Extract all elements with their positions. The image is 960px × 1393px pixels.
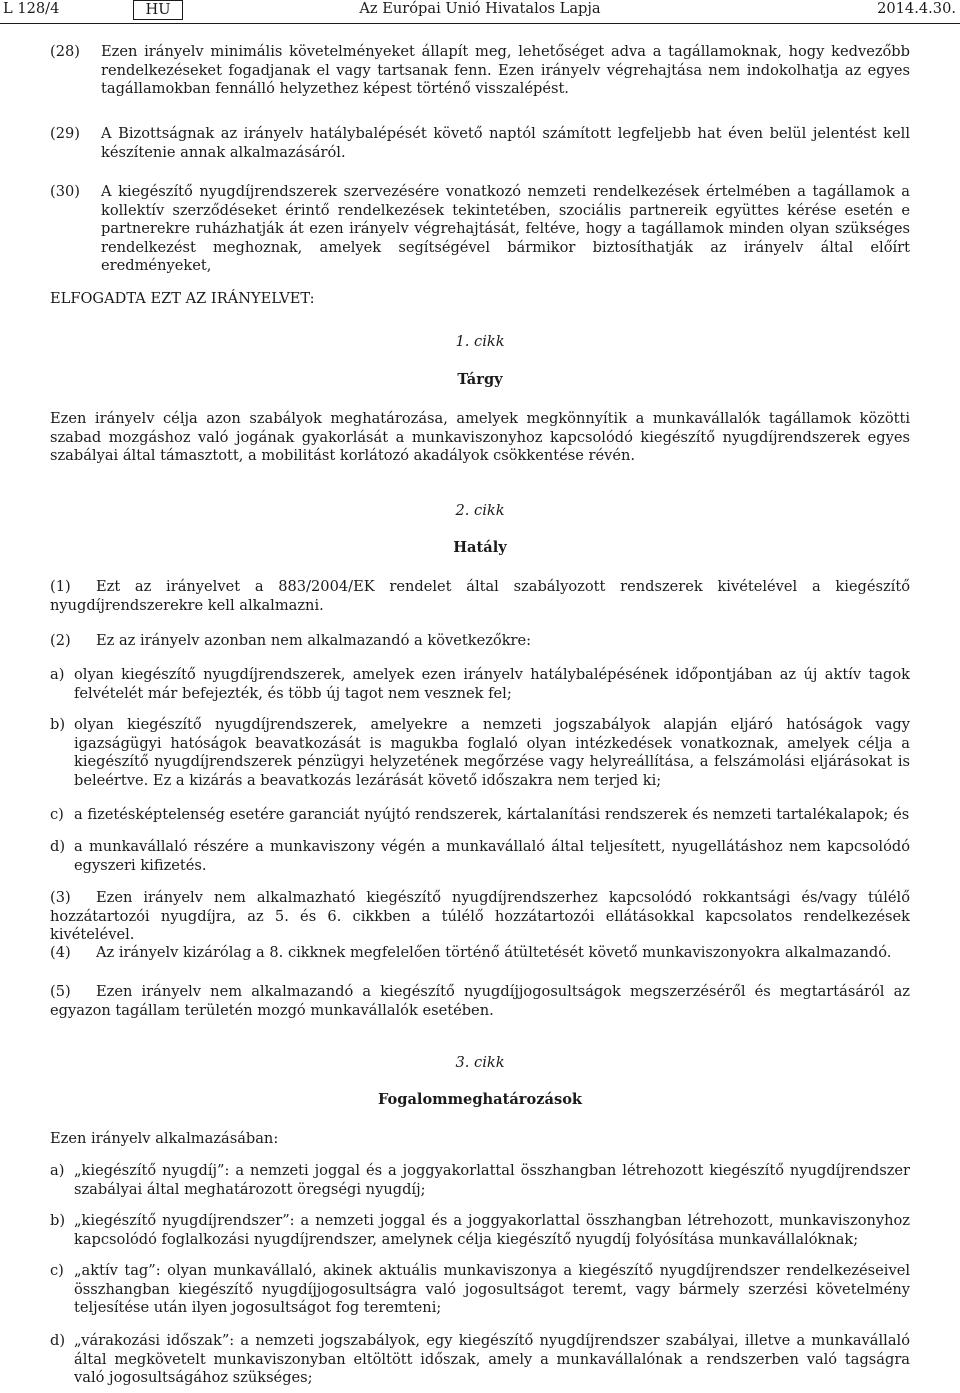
paragraph-text: Ezen irányelv nem alkalmazandó a kiegészítő nyugdíjjogosultságok megszerzéséről és megtartásáról az egyazon tagállam területén mozgó munkavállalók esetében. — [50, 983, 910, 1019]
recital-number: (28) — [50, 43, 80, 60]
definition-item-c — [50, 1262, 910, 1318]
recital-29 — [50, 125, 910, 162]
header-divider — [0, 23, 960, 24]
article-3-intro: Ezen irányelv alkalmazásában: — [50, 1130, 279, 1147]
paragraph-text: Az irányelv kizárólag a 8. cikknek megfelelően történő átültetését követő munkaviszonyokra alkalmazandó. — [96, 944, 892, 961]
page-reference: L 128/4 — [3, 0, 60, 17]
item-label: b) — [50, 1212, 66, 1229]
article-2-paragraph-2 — [50, 632, 910, 651]
recital-28 — [50, 43, 910, 99]
recital-text: Ezen irányelv minimális követelményeket állapít meg, lehetőséget adva a tagállamoknak, hogy kedvezőbb rendelkezéseket fogadjanak el vagy tartsanak fenn. Ezen irányelv végrehajtása nem indokolhatja az egyes tagállamokban fennálló helyzethez képest történő visszalépést. — [101, 43, 910, 98]
article-2-paragraph-5 — [50, 983, 910, 1020]
paragraph-number: (4) — [50, 944, 71, 961]
definition-item-b — [50, 1212, 910, 1249]
item-label: d) — [50, 1332, 66, 1349]
item-text: olyan kiegészítő nyugdíjrendszerek, amelyekre a nemzeti jogszabályok alapján eljáró hatóságok vagy igazságügyi hatóságok beavatkozását is magukba foglaló olyan intézkedések vonatkoznak, amelyek célja a kiegészítő nyugdíjrendszerek pénzügyi helyzetének megőrzése vagy helyreállítása, a felszámolási eljárásokat is beleértve. Ez a kizárás a beavatkozás lezárását követő időszakra nem terjed ki; — [74, 716, 910, 789]
adoption-statement: ELFOGADTA EZT AZ IRÁNYELVET: — [50, 290, 315, 307]
article-2-paragraph-3 — [50, 889, 910, 945]
item-text: „kiegészítő nyugdíj”: a nemzeti joggal és a joggyakorlattal összhangban létrehozott kiegészítő nyugdíjrendszer szabályai által meghatározott öregségi nyugdíj; — [74, 1162, 910, 1198]
exclusion-item-d — [50, 838, 910, 875]
item-label: c) — [50, 806, 64, 823]
recital-number: (30) — [50, 183, 80, 200]
item-text: a fizetésképtelenség esetére garanciát nyújtó rendszerek, kártalanítási rendszerek és nemzeti tartalékalapok; és — [74, 806, 910, 823]
item-label: a) — [50, 1162, 65, 1179]
item-label: a) — [50, 666, 65, 683]
item-label: b) — [50, 716, 66, 733]
item-text: a munkavállaló részére a munkaviszony végén a munkavállaló által teljesített, nyugellátáshoz nem kapcsolódó egyszeri kifizetés. — [74, 838, 910, 874]
article-2-title: Hatály — [453, 539, 507, 556]
article-3-label: 3. cikk — [455, 1054, 505, 1071]
language-badge: HU — [133, 0, 183, 20]
item-text: olyan kiegészítő nyugdíjrendszerek, amelyek ezen irányelv hatálybalépésének időpontjában az új aktív tagok felvételét már befejezték, és több új tagot nem vesznek fel; — [74, 666, 910, 702]
item-label: d) — [50, 838, 66, 855]
recital-text: A Bizottságnak az irányelv hatálybalépését követő naptól számított legfeljebb hat éven belül jelentést kell készítenie annak alkalmazásáról. — [101, 125, 910, 161]
article-3-title: Fogalommeghatározások — [377, 1091, 583, 1108]
definition-item-d — [50, 1332, 910, 1388]
article-1-text: Ezen irányelv célja azon szabályok meghatározása, amelyek megkönnyítik a munkavállalók tagállamok közötti szabad mozgáshoz való jogának gyakorlását a munkaviszonyhoz kapcsolódó kiegészítő nyugdíjrendszerek egyes szabályai által támasztott, a mobilitást korlátozó akadályok csökkentése révén. — [50, 410, 910, 465]
definition-item-a — [50, 1162, 910, 1199]
article-1-title: Tárgy — [457, 371, 503, 388]
page-header — [0, 0, 960, 22]
paragraph-text: Ezt az irányelvet a 883/2004/EK rendelet által szabályozott rendszerek kivételével a kiegészítő nyugdíjrendszerekre kell alkalmazni. — [50, 578, 910, 614]
paragraph-number: (3) — [50, 889, 71, 906]
exclusion-item-a — [50, 666, 910, 703]
item-text: „várakozási időszak”: a nemzeti jogszabályok, egy kiegészítő nyugdíjrendszer szabályai, illetve a munkavállaló által megkövetelt munkaviszonyban eltöltött időszak, amely a munkavállalónak a rendszerben való tagságra való jogosultságához szükséges; — [74, 1332, 910, 1387]
recital-30 — [50, 183, 910, 276]
paragraph-number: (5) — [50, 983, 71, 1000]
item-text: „aktív tag”: olyan munkavállaló, akinek aktuális munkaviszonya a kiegészítő nyugdíjrendszer rendelkezéseivel összhangban kiegészítő nyugdíjjogosultságra való jogosultságot teremt, vagy bármely szerzési követelmény teljesítése után ilyen jogosultságot fog teremteni; — [74, 1262, 910, 1317]
paragraph-number: (2) — [50, 632, 71, 649]
item-text: „kiegészítő nyugdíjrendszer”: a nemzeti joggal és a joggyakorlattal összhangban létrehozott, munkaviszonyhoz kapcsolódó foglalkozási nyugdíjrendszer, amelynek célja kiegészítő nyugdíj folyósítása munkavállalóknak; — [74, 1212, 910, 1248]
item-label: c) — [50, 1262, 64, 1279]
paragraph-number: (1) — [50, 578, 71, 595]
journal-title: Az Európai Unió Hivatalos Lapja — [359, 0, 601, 17]
paragraph-text: Ezen irányelv nem alkalmazható kiegészítő nyugdíjrendszerhez kapcsolódó rokkantsági és/vagy túlélő hozzátartozói nyugdíjra, az 5. és 6. cikkben a túlélő hozzátartozói ellátásokkal kapcsolatos rendelkezések kivételével. — [50, 889, 910, 944]
paragraph-text: Ez az irányelv azonban nem alkalmazandó a következőkre: — [96, 632, 532, 649]
article-1-label: 1. cikk — [455, 333, 505, 350]
article-2-label: 2. cikk — [455, 502, 505, 519]
recital-number: (29) — [50, 125, 80, 142]
exclusion-item-c — [50, 806, 910, 825]
publication-date: 2014.4.30. — [877, 0, 956, 17]
exclusion-item-b — [50, 716, 910, 790]
recital-text: A kiegészítő nyugdíjrendszerek szervezésére vonatkozó nemzeti rendelkezések értelmében a tagállamok a kollektív szerződéseket érintő rendelkezések tekintetében, szociális partnereik együttes kérése esetén e partnerekre ruházhatják át ezen irányelv végrehajtását, feltéve, hogy a tagállamok minden olyan szükséges rendelkezést meghoznak, amelyek segítségével bármikor biztosíthatják az irányelv által előírt eredményeket, — [101, 183, 910, 275]
article-2-paragraph-4 — [50, 944, 910, 963]
article-2-paragraph-1 — [50, 578, 910, 615]
